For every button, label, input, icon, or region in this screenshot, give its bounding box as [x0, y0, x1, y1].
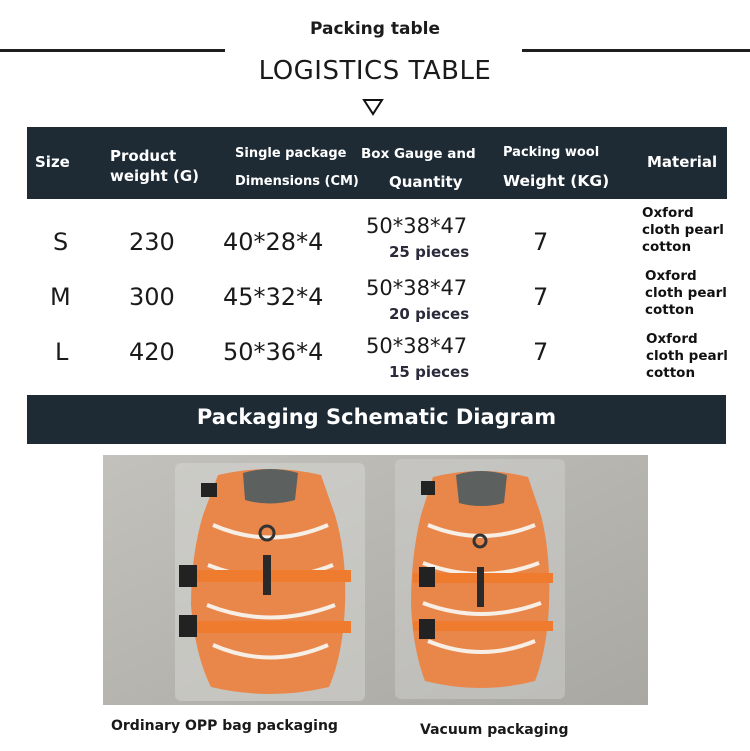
row-box: 50*38*47 [366, 214, 468, 238]
row-dimensions: 40*28*4 [223, 228, 324, 256]
row-packing-weight: 7 [533, 338, 549, 366]
caption-opp-bag: Ordinary OPP bag packaging [111, 718, 338, 734]
left-divider [0, 49, 225, 52]
header-material: Material [647, 153, 718, 171]
packaged-vests-image [103, 455, 648, 705]
header-single-package: Single package Dimensions (CM) [235, 146, 359, 189]
row-box: 50*38*47 [366, 276, 468, 300]
right-vest [411, 471, 553, 688]
row-material: Oxford cloth pearl cotton [645, 268, 727, 318]
row-packing-weight: 7 [533, 283, 549, 311]
row-material: Oxford cloth pearl cotton [646, 331, 728, 381]
row-packing-weight: 7 [533, 228, 549, 256]
packaging-photo [103, 455, 648, 705]
header-box-gauge: Box Gauge and Quantity [361, 146, 476, 191]
row-dimensions: 45*32*4 [223, 283, 324, 311]
row-weight: 230 [129, 228, 175, 256]
table-header [27, 127, 727, 199]
header-product-weight: Product weight (G) [110, 147, 200, 185]
section-title: Packaging Schematic Diagram [27, 395, 726, 444]
row-pieces: 15 pieces [389, 363, 470, 381]
row-size: L [55, 338, 69, 366]
row-weight: 420 [129, 338, 175, 366]
row-pieces: 20 pieces [389, 305, 470, 323]
row-box: 50*38*47 [366, 334, 468, 358]
header-size: Size [35, 153, 70, 171]
right-divider [522, 49, 750, 52]
triangle-down-icon [362, 96, 384, 118]
page-title: LOGISTICS TABLE [258, 56, 492, 86]
packing-table-label: Packing table [310, 19, 440, 39]
row-size: S [53, 228, 69, 256]
row-weight: 300 [129, 283, 175, 311]
caption-vacuum: Vacuum packaging [420, 722, 569, 738]
row-pieces: 25 pieces [389, 243, 470, 261]
row-size: M [50, 283, 71, 311]
row-material: Oxford cloth pearl cotton [642, 205, 724, 255]
header-packing-wool: Packing wool Weight (KG) [503, 145, 610, 190]
row-dimensions: 50*36*4 [223, 338, 324, 366]
